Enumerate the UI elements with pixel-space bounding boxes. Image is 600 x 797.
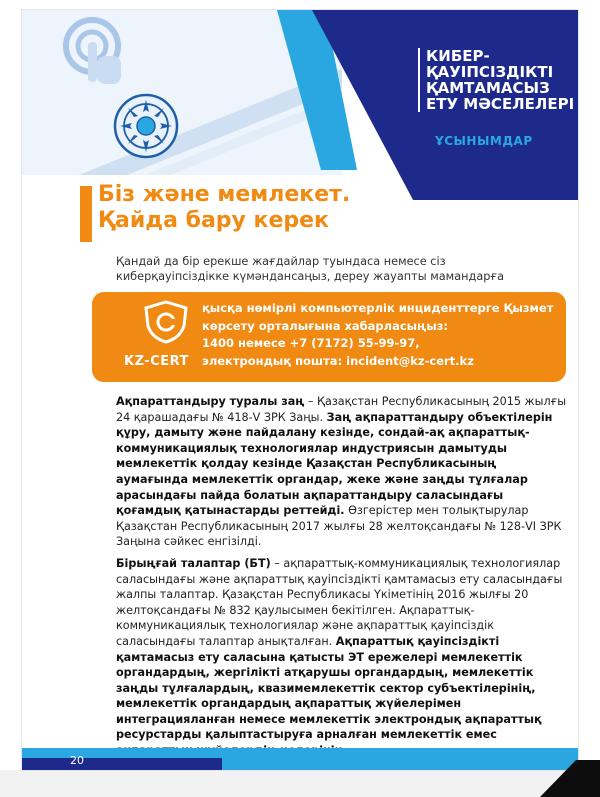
paragraph1-text2: Өзгерістер мен толықтырулар Қазақстан Республикасының 2017 жылғы 28 желтоқсандағы № 128-VI ЗРК Заңына сәйкес енгізілді. [116, 504, 562, 549]
page-number: 20 [70, 754, 84, 767]
heading-accent-bar [80, 186, 92, 242]
paragraph1-text1: – Қазақстан Республикасының 2015 жылғы 24 қарашадағы № 418-V ЗРК Заңы. [116, 395, 567, 424]
paragraph-unified-requirements [116, 556, 568, 759]
kazakhstan-emblem-icon [112, 92, 180, 160]
kz-cert-shield-icon [138, 300, 194, 344]
heading-line-2: Қайда бару керек [98, 208, 329, 233]
paragraph1-bold1: Заң ақпараттандыру объектілерін құру, дамыту және пайдалану кезінде, сондай-ақ ақпараттық-коммуникациялық технологиялар индустриясын дамытуды мемлекеттік қолдау кезінде Қазақстан Республикасының аумағында мемлекеттік органдар, жеке және заңды тұлғалар арасындағы пайда болатын ақпараттандыру саласындағы қоғамдық қатынастарды реттейді. [116, 410, 553, 518]
publication-title [418, 48, 576, 112]
term-informatization-law: Ақпараттандыру туралы заң [116, 395, 305, 408]
paragraph2-text1: – ақпараттық-коммуникациялық технологиялар саласындағы және ақпараттық қауіпсіздікті қамтамасыз ету саласындағы жалпы талаптар. Қазақстан Республикасы Үкіметінің 2016 жылғы 20 желтоқсандағы № 832 қаулысымен бекітілген. Ақпараттық-коммуникациялық технологиялар және ақпараттық қауіпсіздік саласындағы талаптар анықталған. [116, 556, 563, 648]
publication-subtitle: ҰСЫНЫМДАР [435, 134, 533, 148]
title-line-2: ҚАУІПСІЗДІКТІ [426, 63, 554, 81]
footer-accent [22, 758, 222, 770]
section-intro: Қандай да бір ерекше жағдайлар туындаса немесе сіз киберқауіпсіздікке күмәндансаңыз, дереу жауапты мамандарға [116, 255, 505, 283]
heading-line-1: Біз және мемлекет. [98, 182, 351, 207]
kz-cert-contact-text [202, 300, 562, 370]
section-heading [98, 182, 350, 234]
touch-hand-icon [50, 16, 140, 86]
document-page [22, 10, 578, 770]
paragraph2-bold1: Ақпараттық қауіпсіздікті қамтамасыз ету саласына қатысты ЭТ ережелері мемлекеттік органдардың, жергілікті атқарушы органдардың, мемлекеттік заңды тұлғалардың, квазимемлекеттік сектор субъектілерінің, мемлекеттік органдардың ақпараттық жүйелерімен интеграцияланған немесе мемлекеттік электрондық ақпараттық ресурстарды қалыптастыруға арналған мемлекеттік емес [116, 634, 542, 742]
page-background-strip [0, 770, 600, 797]
cert-line-2: көрсету орталығына хабарласыңыз: [202, 318, 449, 333]
term-unified-requirements: Бірыңғай талаптар (БТ) [116, 556, 271, 570]
cert-phone: 1400 немесе +7 (7172) 55-99-97, [202, 336, 420, 350]
cert-line-1: қысқа нөмірлі компьютерлік инциденттерге Қызмет [202, 301, 554, 315]
title-line-1: КИБЕР- [426, 47, 490, 65]
paragraph-informatization-law [116, 394, 568, 550]
title-line-4: ЕТУ МӘСЕЛЕЛЕРІ [426, 95, 575, 113]
kz-cert-contact-box [92, 292, 566, 382]
kz-cert-logo-text: KZ-CERT [124, 354, 189, 369]
body-text [116, 394, 568, 765]
cert-email: электрондық пошта: incident@kz-cert.kz [202, 353, 474, 368]
title-line-3: ҚАМТАМАСЫЗ [426, 79, 550, 97]
